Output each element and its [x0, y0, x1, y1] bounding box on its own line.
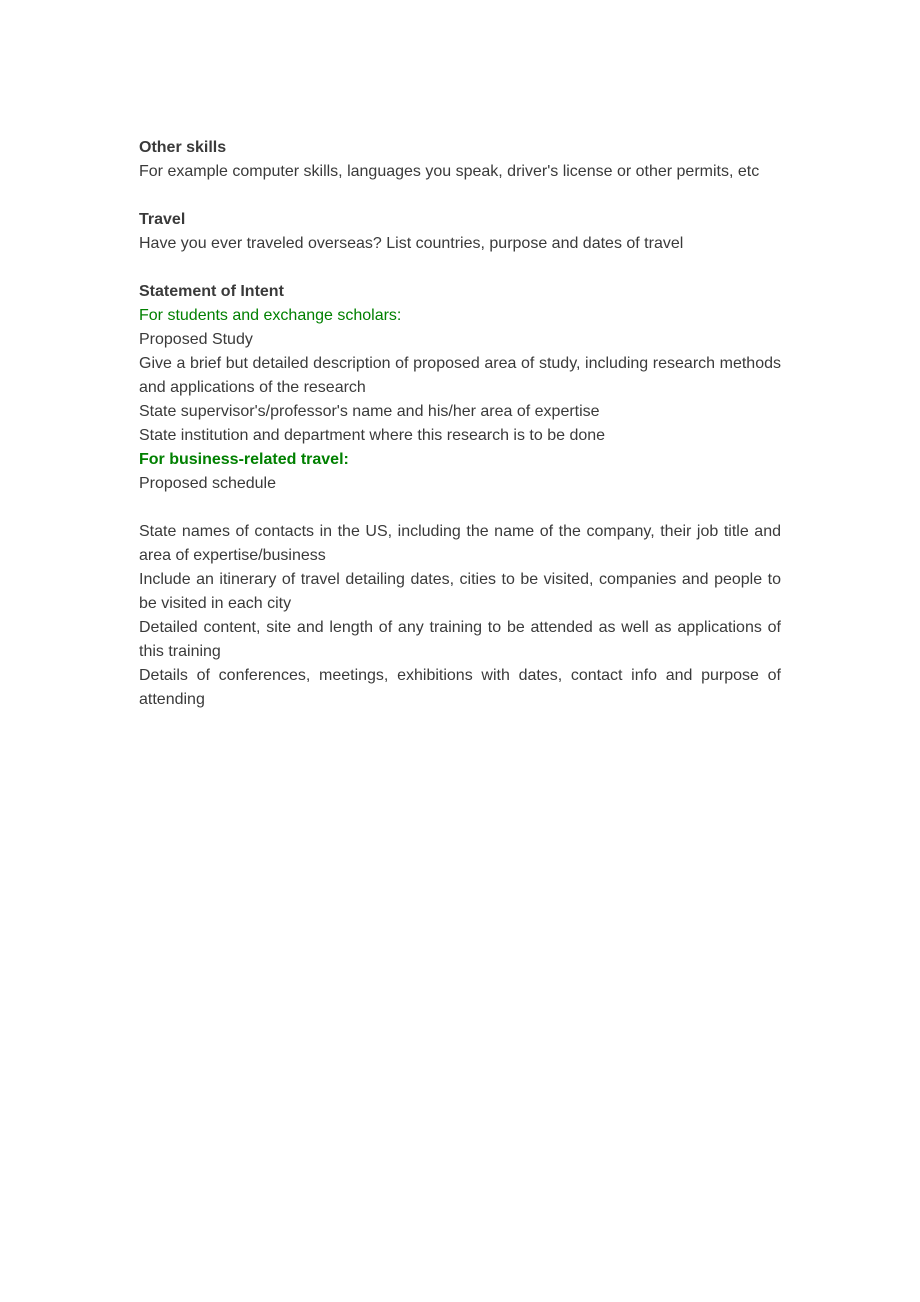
study-item: State supervisor's/professor's name and his/her area of expertise — [139, 403, 600, 420]
spacer — [139, 496, 781, 520]
proposed-study-label: Proposed Study — [139, 331, 253, 348]
students-label: For students and exchange scholars: — [139, 307, 402, 324]
business-item: Include an itinerary of travel detailing dates, cities to be visited, companies and people to be visited in each city — [139, 571, 781, 612]
study-item: State institution and department where this research is to be done — [139, 427, 606, 444]
spacer — [139, 256, 781, 280]
document-page — [139, 136, 781, 712]
study-item: Give a brief but detailed description of proposed area of study, including research methods and applications of the research — [139, 355, 781, 396]
travel-heading: Travel — [139, 211, 186, 228]
business-item: State names of contacts in the US, including the name of the company, their job title and area of expertise/business — [139, 523, 781, 564]
spacer — [139, 184, 781, 208]
business-item: Details of conferences, meetings, exhibitions with dates, contact info and purpose of attending — [139, 667, 781, 708]
other-skills-heading: Other skills — [139, 139, 227, 156]
business-item: Detailed content, site and length of any training to be attended as well as applications of this training — [139, 619, 781, 660]
statement-heading: Statement of Intent — [139, 283, 284, 300]
other-skills-text: For example computer skills, languages you speak, driver's license or other permits, etc — [139, 163, 760, 180]
proposed-schedule-label: Proposed schedule — [139, 475, 276, 492]
travel-text: Have you ever traveled overseas? List countries, purpose and dates of travel — [139, 235, 684, 252]
business-label: For business-related travel: — [139, 451, 349, 468]
